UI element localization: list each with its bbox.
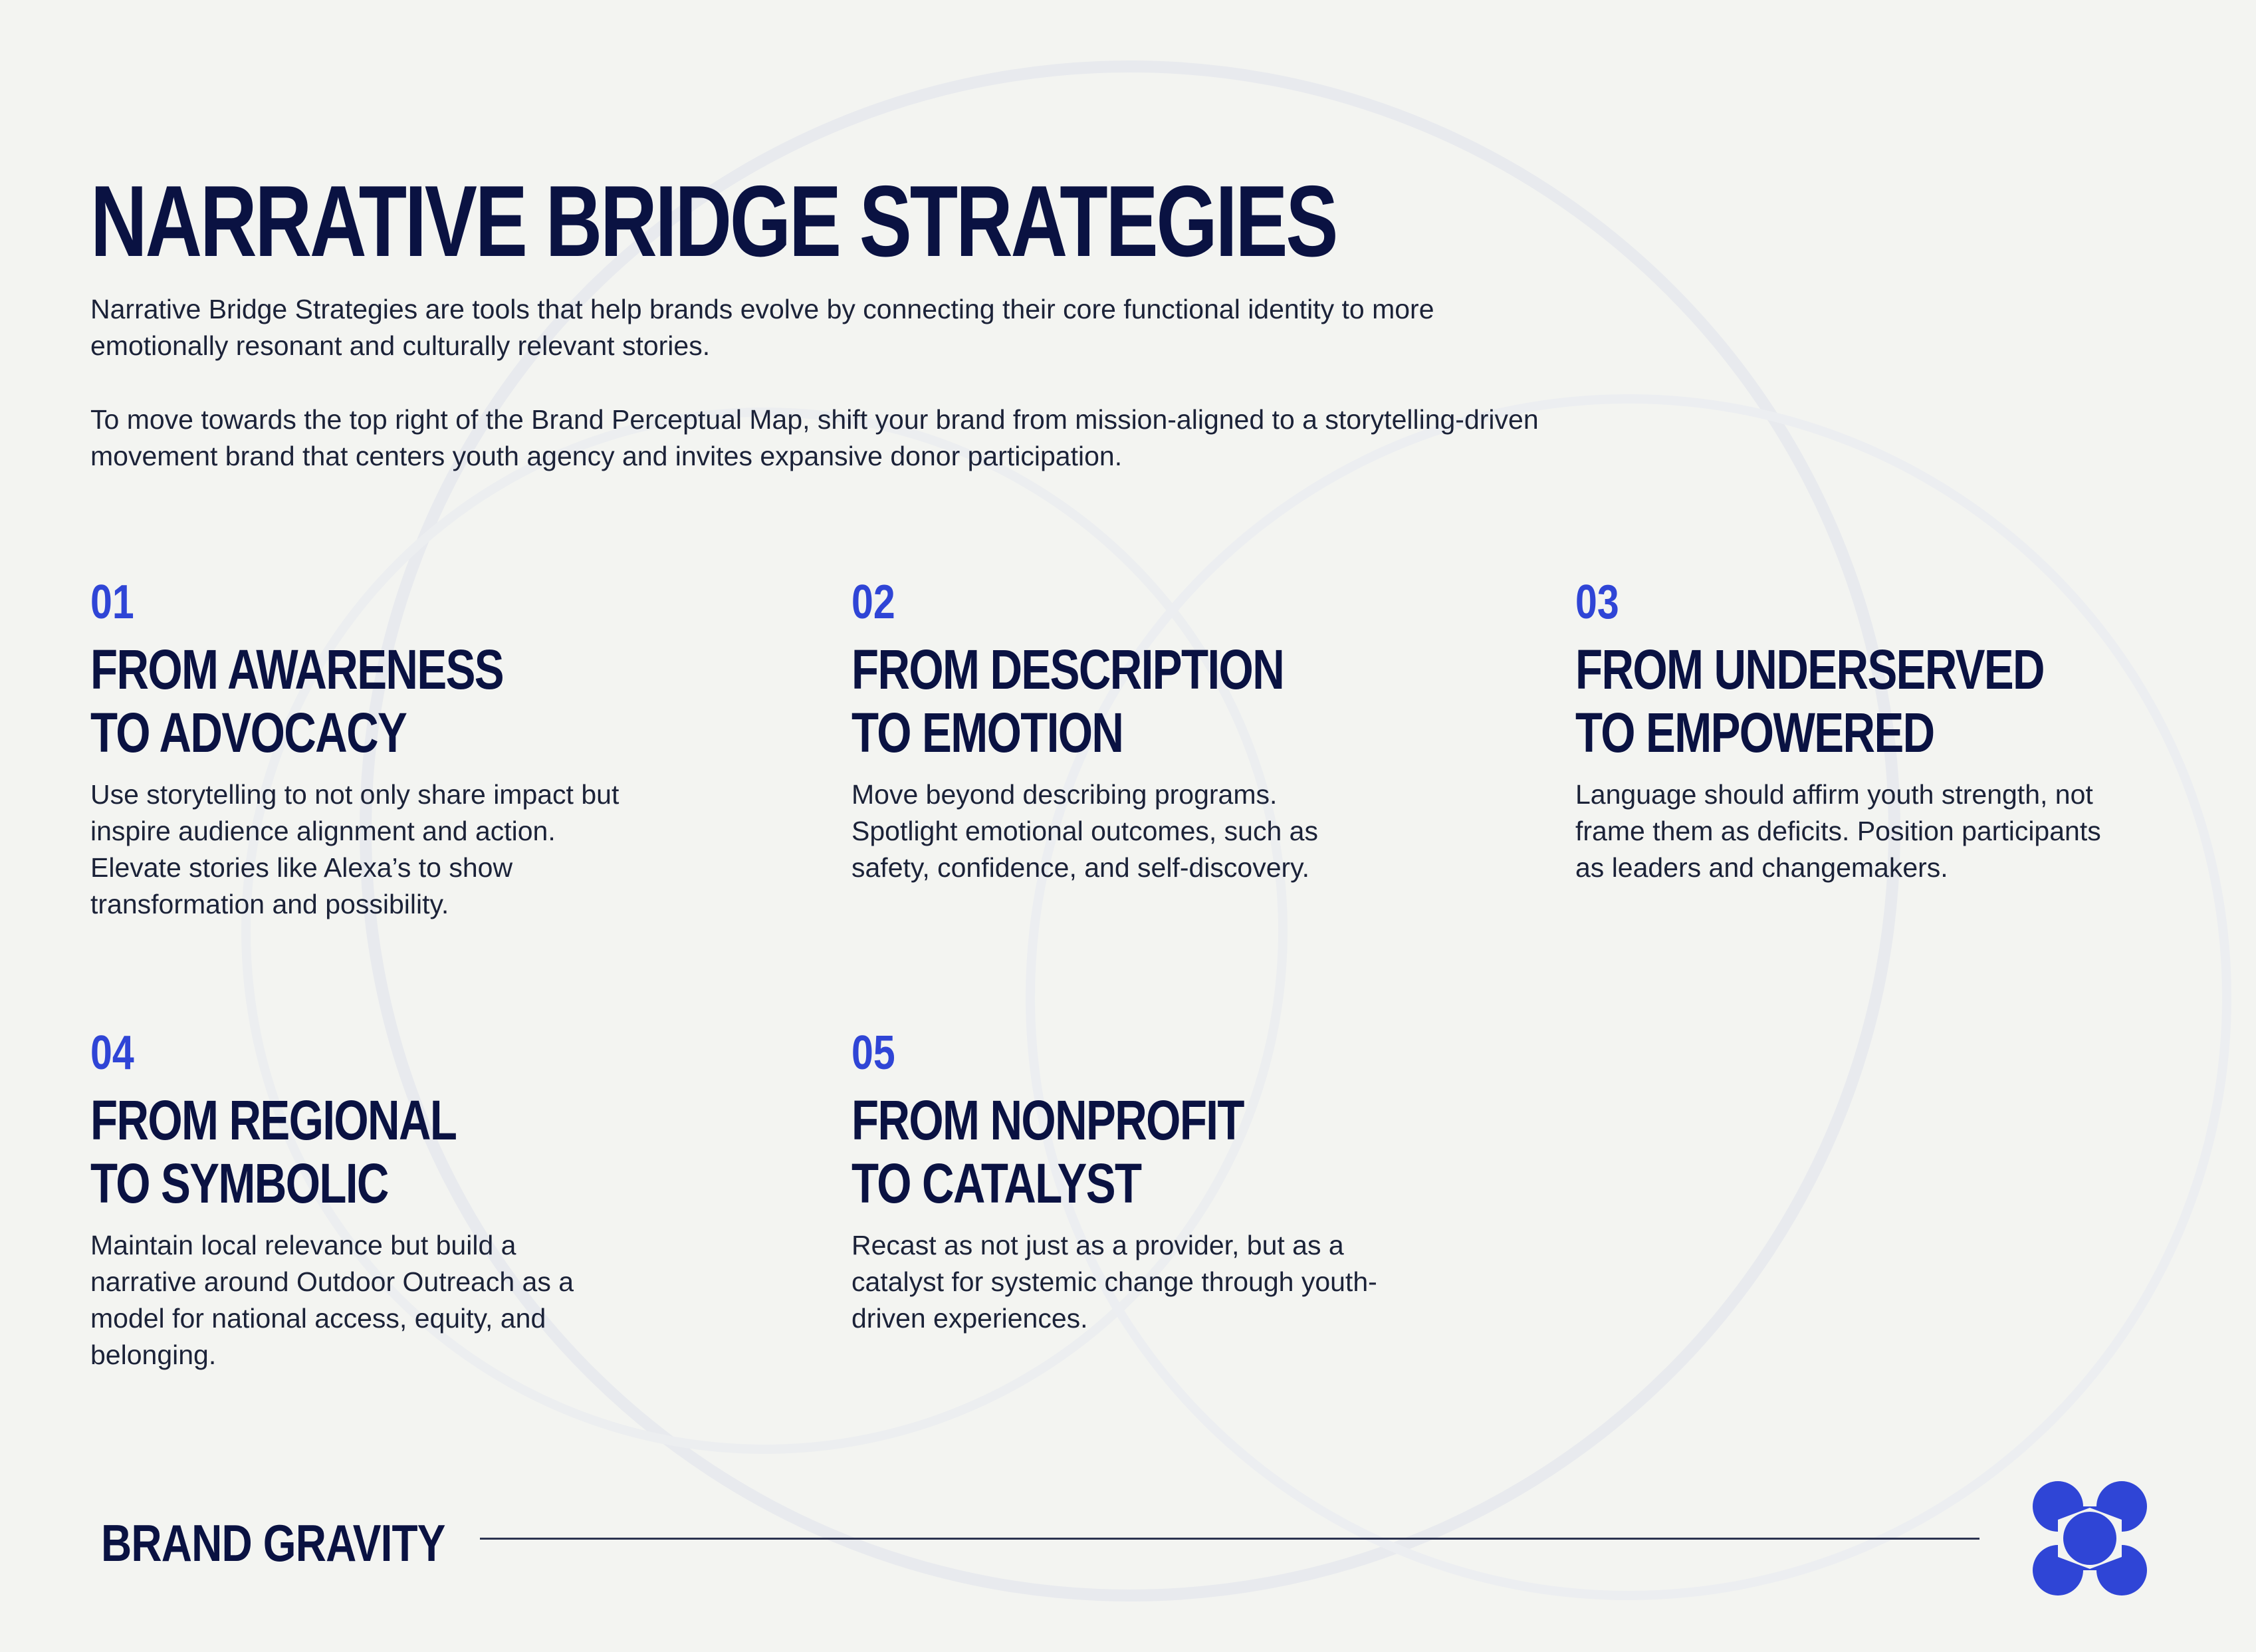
intro-paragraph-1: Narrative Bridge Strategies are tools that help brands evolve by connecting their core functional identity to more emotionally resonant and culturally relevant stories. — [90, 294, 1434, 361]
strategy-card-4 — [90, 1026, 662, 1373]
strategy-heading-line1: FROM REGIONAL — [90, 1089, 457, 1151]
strategy-description: Use storytelling to not only share impact but inspire audience alignment and action. Elevate stories like Alexa’s to show transformation and possibility. — [90, 779, 620, 919]
strategy-heading-line2: TO SYMBOLIC — [90, 1152, 388, 1215]
strategy-number: 02 — [851, 576, 895, 629]
strategy-card-2 — [851, 576, 1423, 886]
strategy-heading — [851, 1089, 1309, 1215]
brand-gravity-logo-icon — [2033, 1481, 2147, 1595]
page-title: NARRATIVE BRIDGE STRATEGIES — [90, 165, 1337, 278]
footer-brand-name: BRAND GRAVITY — [101, 1514, 445, 1572]
strategy-number: 03 — [1575, 576, 1619, 629]
intro-paragraph-2: To move towards the top right of the Brand Perceptual Map, shift your brand from mission-aligned to a storytelling-driven movement brand that centers youth agency and invites expansive donor participation. — [90, 404, 1539, 471]
strategy-card-5 — [851, 1026, 1423, 1337]
strategy-description: Move beyond describing programs. Spotlight emotional outcomes, such as safety, confidence, and self-discovery. — [851, 779, 1318, 883]
strategy-heading-line1: FROM AWARENESS — [90, 638, 504, 701]
strategy-heading-line1: FROM UNDERSERVED — [1575, 638, 2044, 701]
strategy-description: Language should affirm youth strength, not frame them as deficits. Position participants as leaders and changemakers. — [1575, 779, 2101, 883]
strategy-number: 01 — [90, 576, 134, 629]
strategy-description: Maintain local relevance but build a narrative around Outdoor Outreach as a model for national access, equity, and belonging. — [90, 1230, 574, 1370]
strategy-heading-line1: FROM DESCRIPTION — [851, 638, 1284, 701]
strategy-heading — [851, 638, 1309, 765]
strategy-heading-line2: TO EMOTION — [851, 701, 1123, 764]
strategy-card-1 — [90, 576, 662, 923]
strategy-heading-line2: TO CATALYST — [851, 1152, 1141, 1215]
strategy-heading-line1: FROM NONPROFIT — [851, 1089, 1244, 1151]
strategy-card-3 — [1575, 576, 2147, 886]
strategy-heading — [1575, 638, 2044, 765]
strategy-heading — [90, 638, 548, 765]
strategy-heading-line2: TO EMPOWERED — [1575, 701, 1934, 764]
strategy-heading-line2: TO ADVOCACY — [90, 701, 407, 764]
strategy-number: 04 — [90, 1026, 134, 1080]
strategy-number: 05 — [851, 1026, 895, 1080]
strategy-heading — [90, 1089, 548, 1215]
strategy-description: Recast as not just as a provider, but as a catalyst for systemic change through youth-driven experiences. — [851, 1230, 1377, 1334]
footer-divider — [480, 1538, 1979, 1540]
